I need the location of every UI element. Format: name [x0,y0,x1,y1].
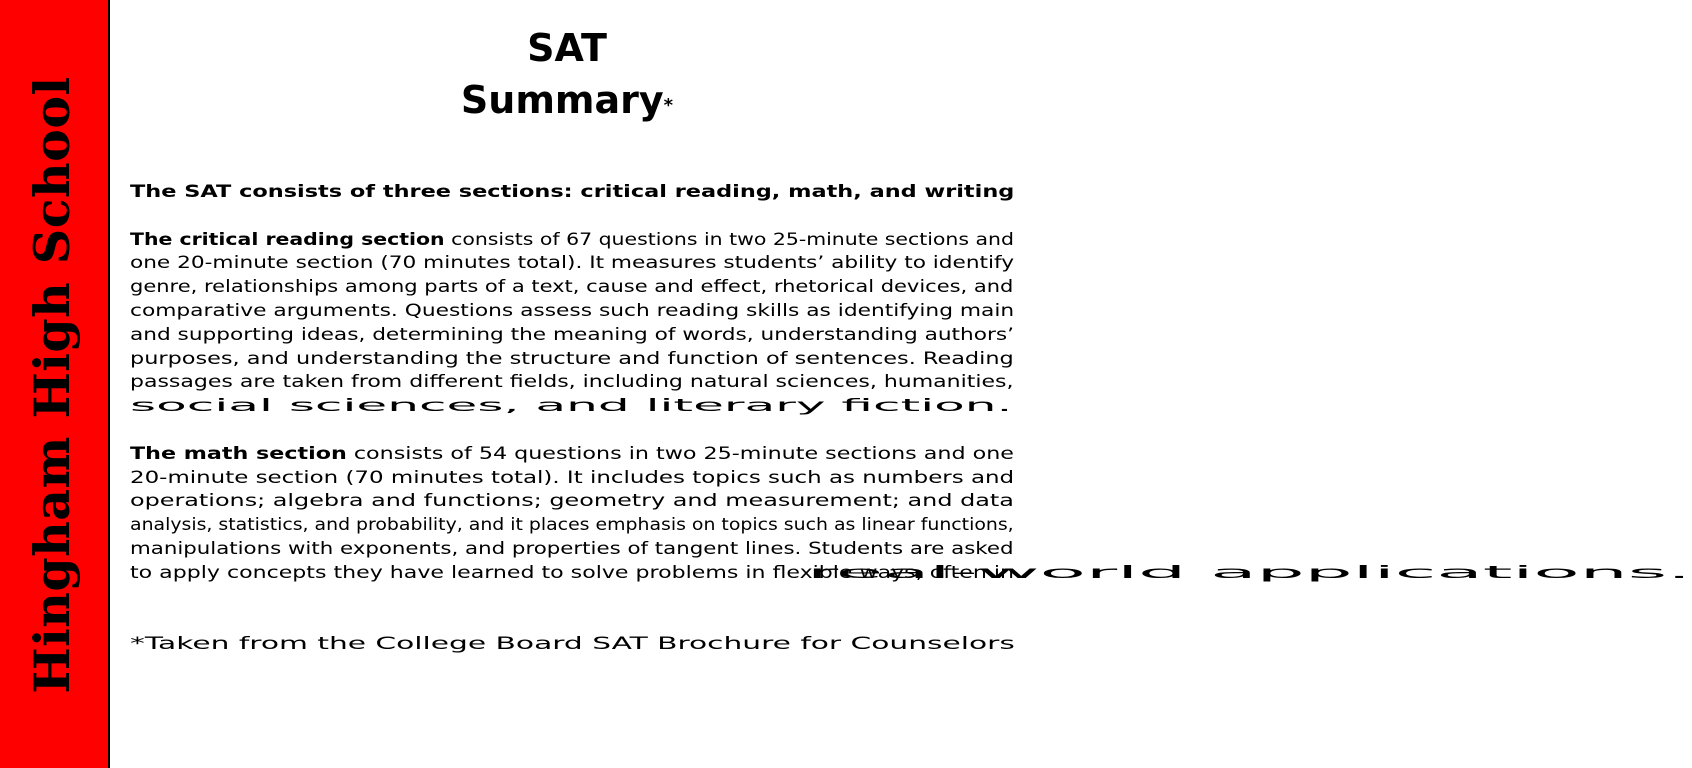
title-line-2: Summary [460,78,664,122]
math-line-7: real-world applications. [807,561,1692,582]
reading-section-label: The critical reading section [130,228,445,249]
title-line-1: SAT [527,26,607,70]
reading-line-3: genre, relationships among parts of a text, cause and effect, rhetorical devices, and [130,276,1014,297]
title-footnote-mark: * [663,95,674,117]
reading-line-2: one 20-minute section (70 minutes total). It measures students’ ability to identify [130,252,1015,273]
sidebar-banner [0,0,110,768]
math-section-label: The math section [130,442,347,463]
math-line-1: The math section consists of 54 questions in two 25-minute sections and one [130,442,1014,463]
summary-body [130,180,1692,656]
math-line-4: analysis, statistics, and probability, and it places emphasis on topics such as linear functions, [130,514,1014,535]
math-line-3: operations; algebra and functions; geometry and measurement; and data [130,490,1014,511]
math-line-5: manipulations with exponents, and properties of tangent lines. Students are asked [130,537,1014,558]
reading-line-6: purposes, and understanding the structure and function of sentences. Reading [130,347,1014,368]
reading-line-7: passages are taken from different fields, including natural sciences, humanities, [130,371,1014,392]
math-line-6: to apply concepts they have learned to solve problems in flexible ways, often in [130,561,1014,582]
intro-line: The SAT consists of three sections: critical reading, math, and writing [130,181,1015,201]
page-title [110,22,1024,132]
reading-line-4: comparative arguments. Questions assess such reading skills as identifying main [130,299,1015,320]
reading-line-5: and supporting ideas, determining the meaning of words, understanding authors’ [130,323,1014,344]
math-line-2: 20-minute section (70 minutes total). It includes topics such as numbers and [130,466,1015,487]
footnote: *Taken from the College Board SAT Brochure for Counselors [130,633,1015,654]
school-name: Hingham High School [23,76,81,694]
reading-line-8: social sciences, and literary fiction. [130,395,1013,416]
reading-line-1: The critical reading section consists of 67 questions in two 25-minute sections and [130,228,1014,249]
